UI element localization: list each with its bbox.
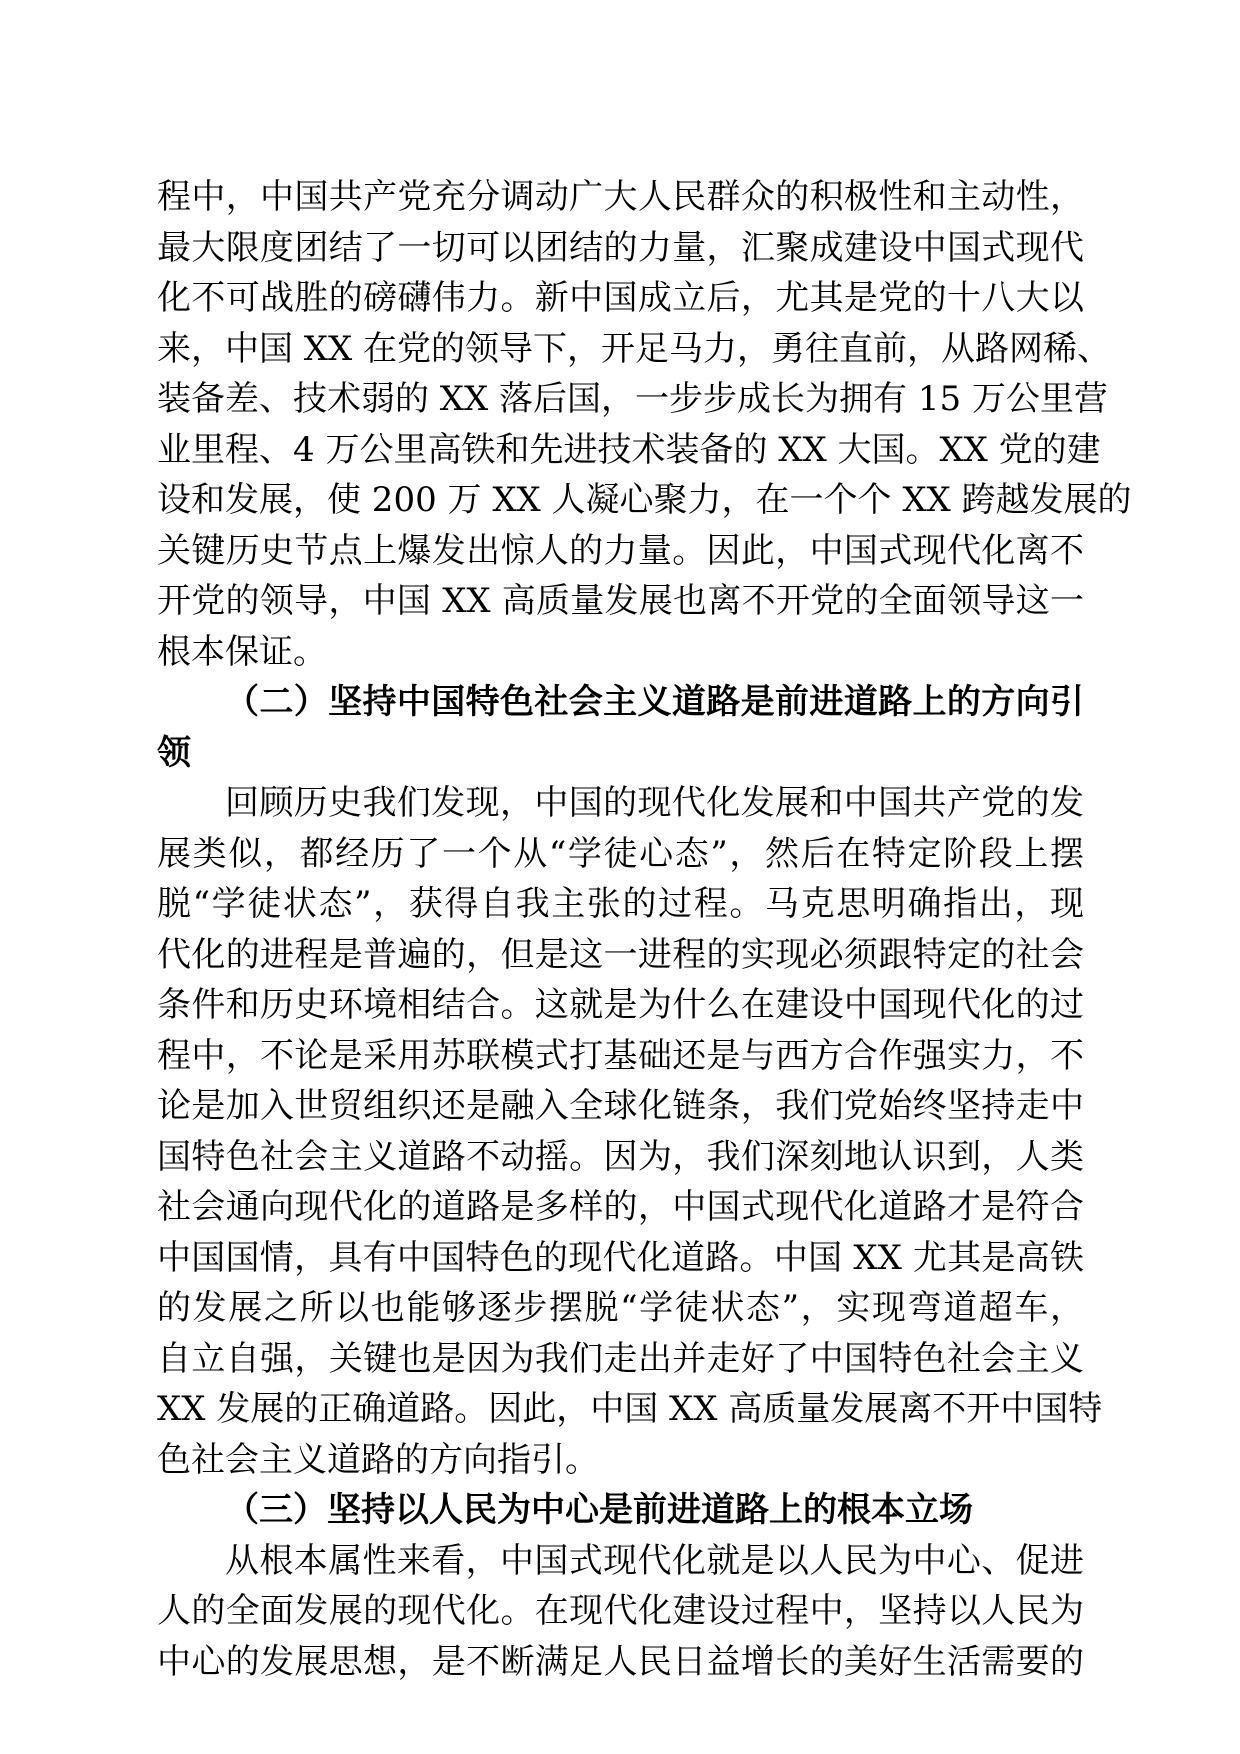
text-line: 论是加入世贸组织还是融入全球化链条，我们党始终坚持走中 <box>157 1086 1084 1126</box>
text-line: 程中，中国共产党充分调动广大人民群众的积极性和主动性， <box>157 177 1084 217</box>
text-line: 程中，不论是采用苏联模式打基础还是与西方合作强实力，不 <box>157 1035 1084 1076</box>
text-line: 中国国情，具有中国特色的现代化道路。中国 XX 尤其是高铁 <box>157 1237 1084 1278</box>
paragraph-1 <box>157 172 1132 677</box>
text-line: 来，中国 XX 在党的领导下，开足马力，勇往直前，从路网稀、 <box>157 328 1112 369</box>
text-line: 开党的领导，中国 XX 高质量发展也离不开党的全面领导这一 <box>157 581 1084 621</box>
text-line: 化不可战胜的磅礴伟力。新中国成立后，尤其是党的十八大以 <box>157 278 1084 318</box>
text-line: 脱“学徒状态”，获得自我主张的过程。马克思明确指出，现 <box>157 884 1084 924</box>
text-line: 社会通向现代化的道路是多样的，中国式现代化道路才是符合 <box>157 1187 1084 1227</box>
heading-line: （三）坚持以人民为中心是前进道路上的根本立场 <box>225 1490 973 1530</box>
section-heading-2 <box>157 677 1084 778</box>
text-line: 展类似，都经历了一个从“学徒心态”，然后在特定阶段上摆 <box>157 833 1084 874</box>
text-line: 最大限度团结了一切可以团结的力量，汇聚成建设中国式现代 <box>157 227 1084 268</box>
text-line: 色社会主义道路的方向指引。 <box>157 1439 599 1480</box>
text-line: 设和发展，使 200 万 XX 人凝心聚力，在一个个 XX 跨越发展的 <box>157 480 1132 520</box>
paragraph-3 <box>157 1536 1084 1688</box>
text-line: XX 发展的正确道路。因此，中国 XX 高质量发展离不开中国特 <box>157 1389 1103 1429</box>
text-line: 自立自强，关键也是因为我们走出并走好了中国特色社会主义 <box>157 1338 1084 1379</box>
section-heading-3 <box>157 1485 1084 1536</box>
text-line: 的发展之所以也能够逐步摆脱“学徒状态”，实现弯道超车， <box>157 1288 1084 1328</box>
text-line: 人的全面发展的现代化。在现代化建设过程中，坚持以人民为 <box>157 1591 1084 1631</box>
text-line: 条件和历史环境相结合。这就是为什么在建设中国现代化的过 <box>157 985 1084 1025</box>
text-line: 根本保证。 <box>157 631 327 672</box>
paragraph-2 <box>157 778 1103 1485</box>
text-line: 中心的发展思想，是不断满足人民日益增长的美好生活需要的 <box>157 1641 1084 1682</box>
heading-line: 领 <box>157 732 191 773</box>
text-line: 从根本属性来看，中国式现代化就是以人民为中心、促进 <box>225 1540 1084 1581</box>
text-line: 业里程、4 万公里高铁和先进技术装备的 XX 大国。XX 党的建 <box>157 429 1101 470</box>
text-line: 回顾历史我们发现，中国的现代化发展和中国共产党的发 <box>225 783 1084 823</box>
text-line: 装备差、技术弱的 XX 落后国，一步步成长为拥有 15 万公里营 <box>157 379 1108 419</box>
heading-line: （二）坚持中国特色社会主义道路是前进道路上的方向引 <box>225 682 1084 722</box>
text-line: 关键历史节点上爆发出惊人的力量。因此，中国式现代化离不 <box>157 530 1084 571</box>
document-page <box>157 172 1132 1687</box>
text-line: 代化的进程是普遍的，但是这一进程的实现必须跟特定的社会 <box>157 934 1084 975</box>
text-line: 国特色社会主义道路不动摇。因为，我们深刻地认识到，人类 <box>157 1136 1084 1177</box>
